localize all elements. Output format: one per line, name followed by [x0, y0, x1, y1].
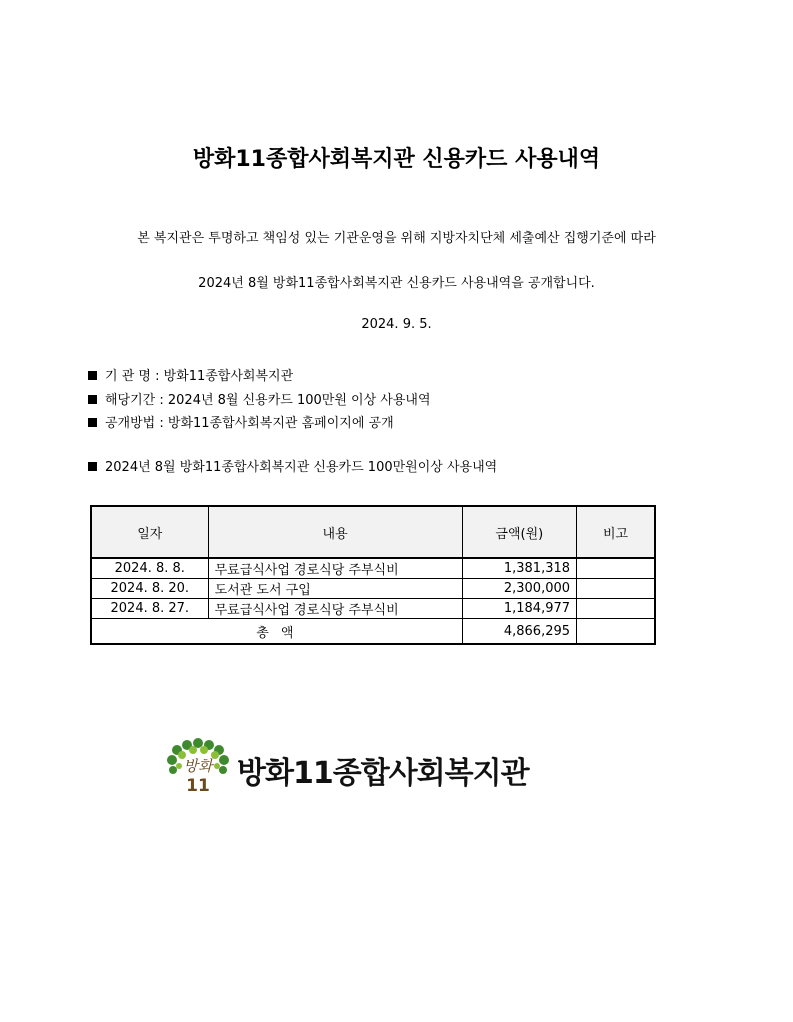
column-header-date: 일자: [91, 506, 208, 558]
row-date: 2024. 8. 20.: [91, 579, 208, 599]
square-bullet-icon: [88, 462, 97, 471]
column-header-content: 내용: [208, 506, 462, 558]
row-date: 2024. 8. 27.: [91, 599, 208, 619]
table-row: [91, 599, 655, 619]
column-header-note: 비고: [577, 506, 655, 558]
total-note: [577, 619, 655, 645]
row-note: [577, 599, 655, 619]
row-content: 도서관 도서 구입: [208, 579, 462, 599]
logo-mark-text: 방화: [183, 757, 213, 775]
logo-name: 방화11종합사회복지관: [237, 756, 529, 791]
info-value: 방화11종합사회복지관: [163, 369, 294, 384]
info-value: 2024년 8월 신용카드 100만원 이상 사용내역: [167, 393, 431, 408]
total-amount: 4,866,295: [462, 619, 576, 645]
square-bullet-icon: [88, 395, 97, 404]
row-amount: 2,300,000: [462, 579, 576, 599]
tree-logo-icon: [163, 738, 233, 794]
row-amount: 1,184,977: [462, 599, 576, 619]
square-bullet-icon: [88, 371, 97, 380]
row-note: [577, 558, 655, 579]
table-row: [91, 579, 655, 599]
info-item-period: [88, 389, 431, 408]
announcement-date: 2024. 9. 5.: [361, 317, 432, 332]
total-row: [91, 619, 655, 645]
intro-line-2: 2024년 8월 방화11종합사회복지관 신용카드 사용내역을 공개합니다.: [198, 276, 595, 291]
info-item-method: [88, 412, 394, 431]
intro-line-1: 본 복지관은 투명하고 책임성 있는 기관운영을 위해 지방자치단체 세출예산 집행기준에 따라: [137, 231, 656, 246]
info-label: 기 관 명 :: [105, 369, 160, 384]
section-heading: [88, 456, 497, 475]
info-label: 공개방법 :: [105, 416, 164, 431]
row-content: 무료급식사업 경로식당 주부식비: [208, 599, 462, 619]
row-amount: 1,381,318: [462, 558, 576, 579]
document-title: 방화11종합사회복지관 신용카드 사용내역: [192, 147, 601, 172]
logo-mark-number: 11: [186, 776, 210, 794]
info-item-institution: [88, 365, 293, 384]
row-date: 2024. 8. 8.: [91, 558, 208, 579]
row-content: 무료급식사업 경로식당 주부식비: [208, 558, 462, 579]
section-heading-text: 2024년 8월 방화11종합사회복지관 신용카드 100만원이상 사용내역: [105, 460, 498, 475]
square-bullet-icon: [88, 418, 97, 427]
row-note: [577, 579, 655, 599]
table-row: [91, 558, 655, 579]
column-header-amount: 금액(원): [462, 506, 576, 558]
usage-table: [90, 505, 656, 645]
total-label: 총 액: [91, 619, 462, 645]
table-header-row: [91, 506, 655, 558]
info-value: 방화11종합사회복지관 홈페이지에 공개: [167, 416, 394, 431]
info-label: 해당기간 :: [105, 393, 164, 408]
